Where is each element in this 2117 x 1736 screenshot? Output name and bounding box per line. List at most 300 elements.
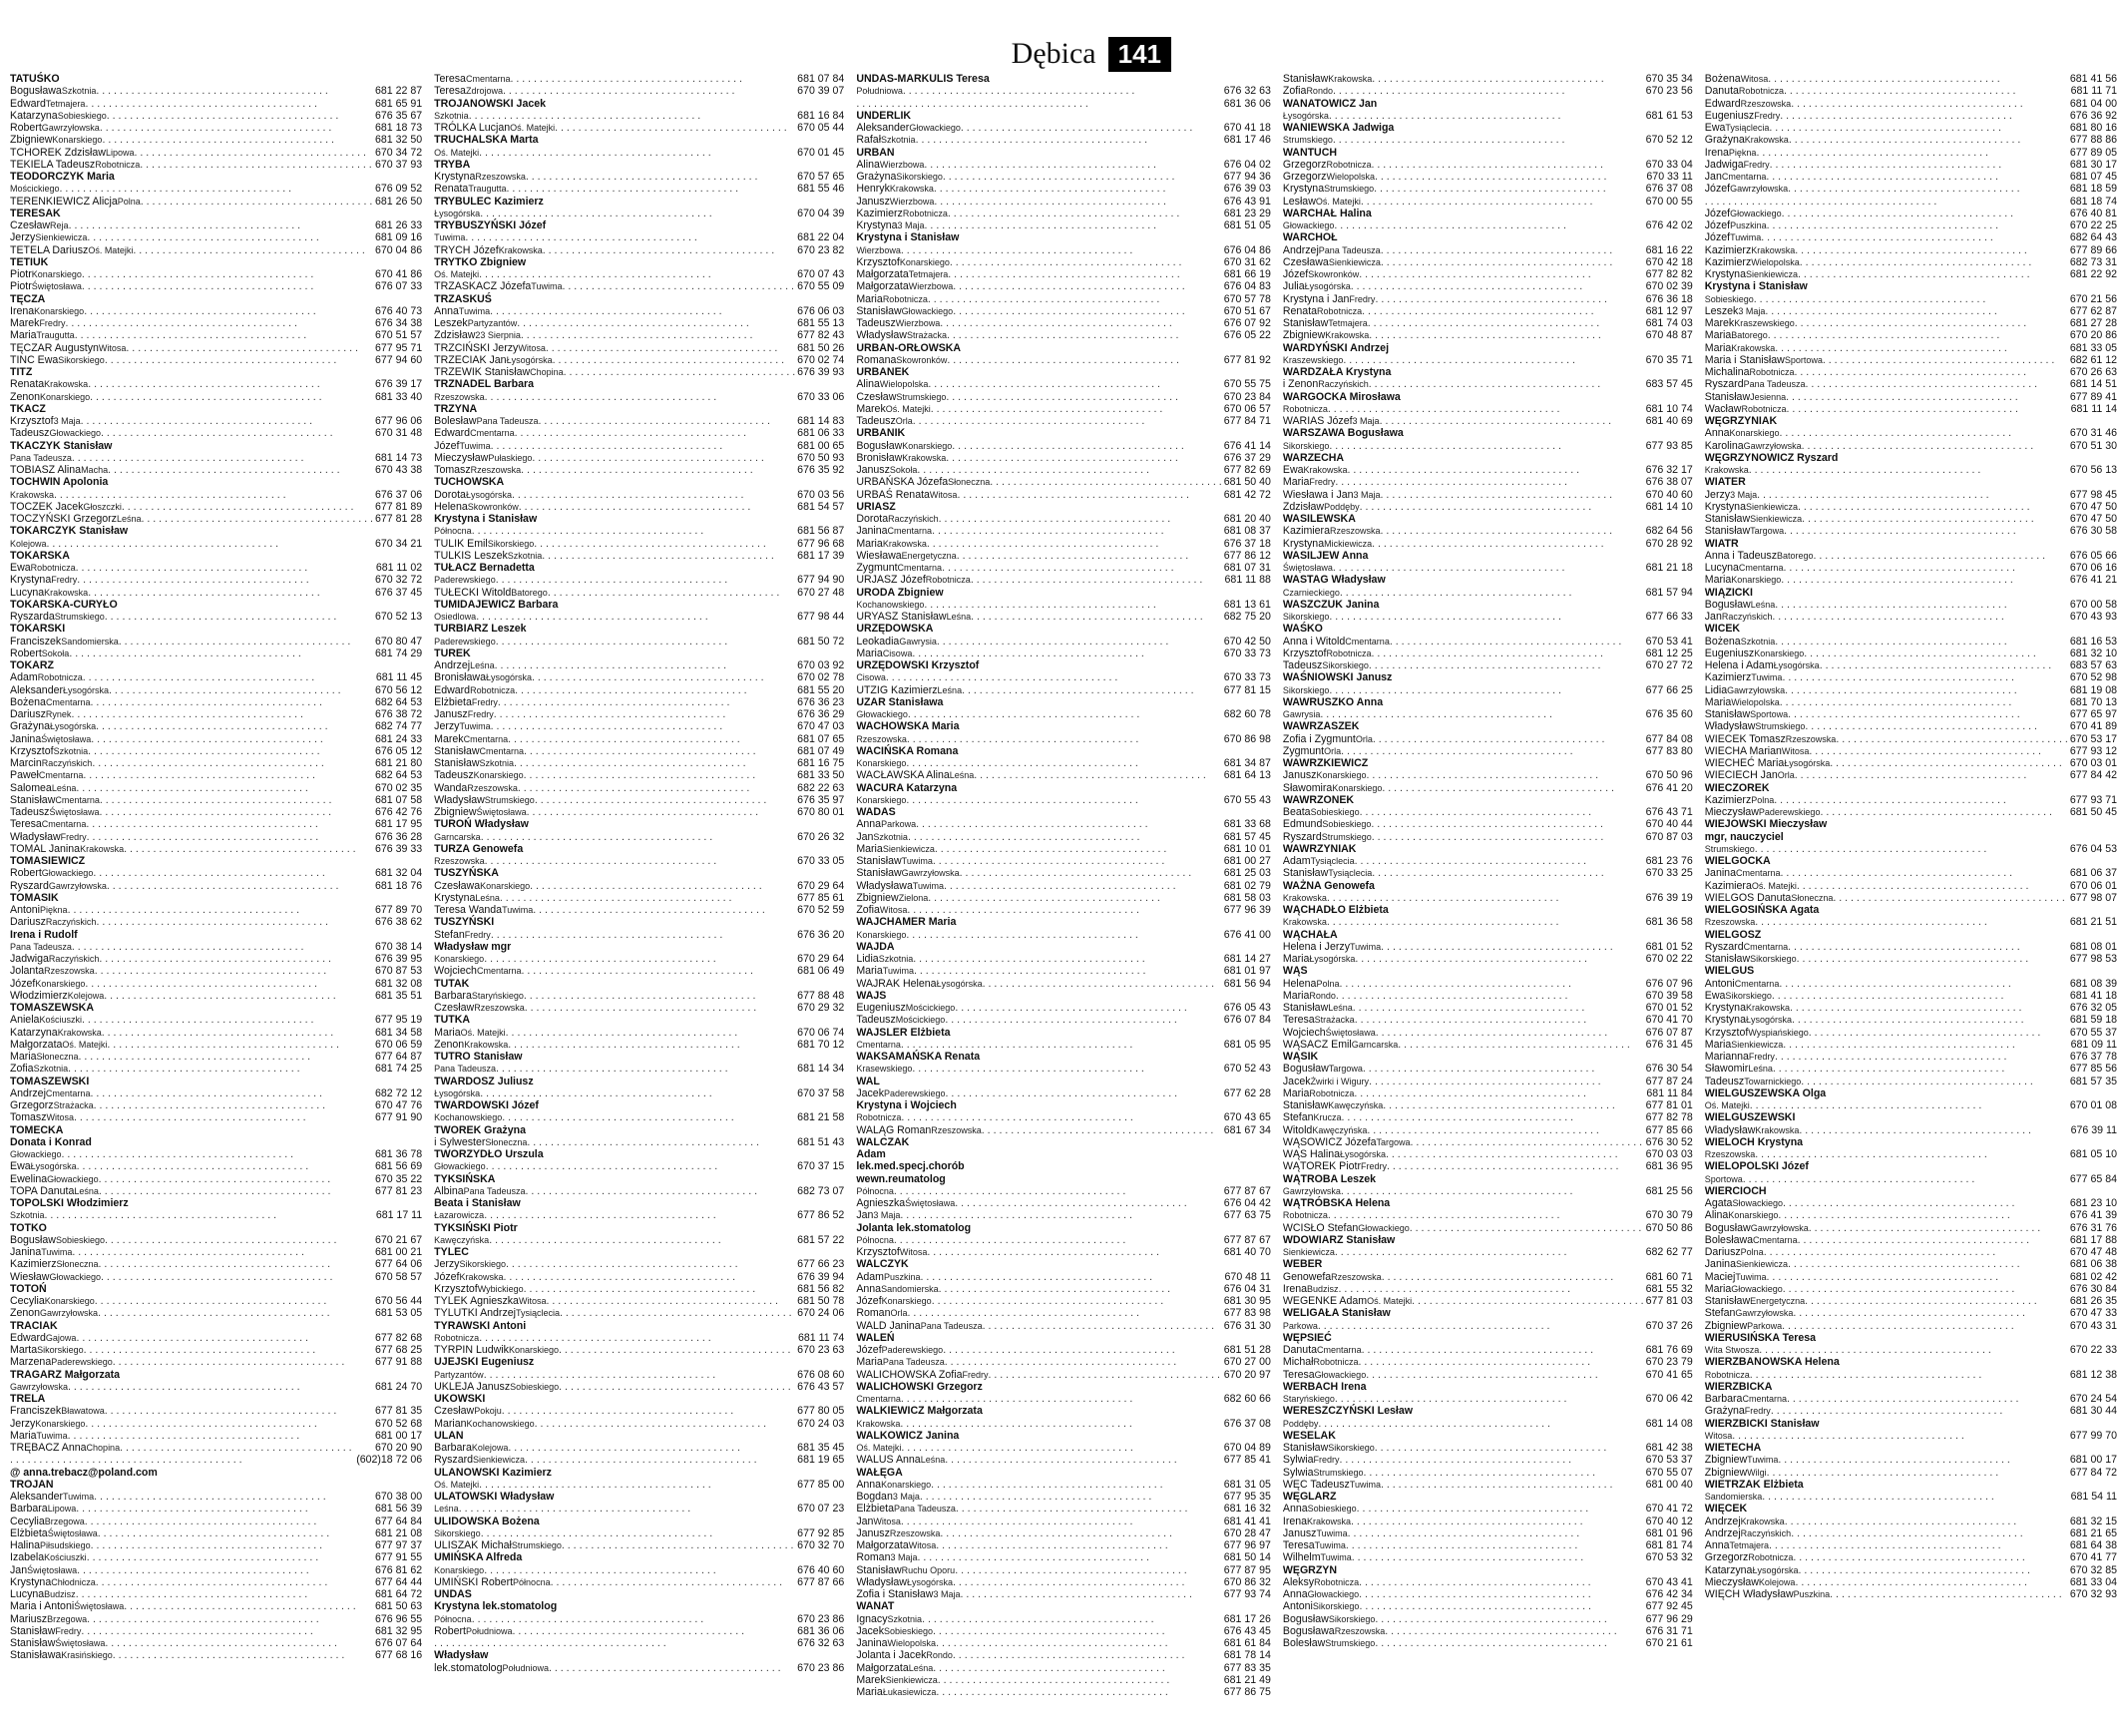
entry-street: Strumskiego [484,794,535,805]
listing-entry [1283,611,1693,623]
listing-entry [10,611,422,623]
entry-phone: 681 74 29 [375,647,423,659]
listing-heading: TOMASZEWSKI [10,1075,90,1087]
entry-street: Łysogórska [1752,1564,1799,1575]
entry-street: Konarskiego [881,1479,932,1490]
listing-entry [10,916,422,928]
entry-phone: 676 07 33 [375,280,423,293]
entry-name: TERENKIEWICZ Alicja [10,195,118,208]
entry-leader-dots [1769,1539,2068,1551]
entry-phone: 677 91 55 [375,1551,423,1564]
listing-columns [10,73,2117,1729]
listing-entry [434,1258,844,1270]
entry-street: Skowronków [896,354,948,365]
listing-heading: WADAS [856,806,896,818]
entry-phone: 670 86 98 [1223,732,1271,745]
listing-heading: WIELGUSZEWSKI [1704,1111,1796,1124]
entry-name: Renata [434,183,469,196]
entry-name: Anna [1282,1503,1308,1516]
entry-name: Grzegorz [1282,171,1327,183]
entry-phone: 681 55 32 [1645,1282,1693,1295]
listing-entry [1283,1295,1693,1307]
entry-leader-dots [901,1442,1221,1454]
entry-leader-dots [1786,391,2068,403]
entry-phone: 670 52 43 [1223,1063,1271,1076]
entry-leader-dots [534,538,795,550]
entry-phone: 670 28 92 [1645,537,1693,550]
entry-street: Leśna [434,1504,459,1515]
entry-street: Robotnicza [37,672,83,683]
entry-street: Wierzbowa [908,281,954,292]
entry-street: Piłsudskiego [40,1540,91,1550]
entry-street: Świętosława [55,1638,106,1648]
entry-phone: 677 82 43 [797,329,845,342]
entry-name: Franciszek [10,635,62,648]
entry-phone: 676 41 21 [2069,574,2117,587]
entry-street: 3 Maja [890,1552,918,1563]
entry-phone: 676 38 07 [1645,476,1693,489]
entry-street: Witosa [518,342,546,353]
entry-leader-dots [933,1625,1222,1637]
listing-heading: TYLEC [434,1246,469,1258]
listing-heading: WALICHOWSKI Grzegorz [856,1380,983,1393]
listing-entry [1283,745,1693,757]
listing-entry [1283,648,1693,659]
listing-entry [434,1295,844,1307]
entry-name: Anna [1704,427,1730,440]
entry-name: Janusz [856,1526,890,1539]
entry-leader-dots [1359,1576,1644,1588]
entry-street: Północna [513,1576,551,1587]
entry-leader-dots [62,1148,373,1160]
entry-leader-dots [1795,1576,2067,1588]
listing-entry [1705,1197,2117,1209]
entry-street: Tuwima [531,281,563,292]
entry-leader-dots [105,1234,373,1246]
listing-entry [1283,329,1693,341]
entry-leader-dots [982,1124,1222,1136]
entry-name: Janusz [434,708,468,720]
entry-name: Maria [10,1429,37,1442]
entry-name: WAJRAK Helena [856,977,937,990]
listing-entry [1705,354,2117,366]
entry-phone: 670 48 11 [1224,1270,1271,1283]
listing-entry [856,929,1271,941]
entry-name: Maria i Stanisław [1704,353,1785,366]
listing-entry [856,1564,1271,1576]
entry-leader-dots [1329,611,1643,623]
entry-street: Gawrzyłowska [10,1381,69,1392]
entry-name: Aleksander [10,1491,63,1503]
entry-leader-dots [434,1637,795,1649]
entry-name: Stanisław [1282,1442,1329,1454]
entry-leader-dots [935,843,1222,855]
entry-name: Jan [1704,611,1722,623]
listing-heading: WANTUCH [1282,146,1338,159]
entry-street: Sikorskiego [487,538,535,549]
entry-phone: 677 89 66 [2069,243,2117,256]
entry-street: Leśna [908,1662,934,1673]
entry-leader-dots [87,831,373,843]
entry-leader-dots [900,1418,1221,1430]
entry-name: Krystyna [856,219,898,231]
listing-heading: UNDAS [434,1588,472,1600]
entry-name: Eugeniusz [1704,109,1755,122]
entry-street: Cisowa [882,648,913,658]
entry-leader-dots [1411,1136,1644,1148]
entry-leader-dots [1362,1344,1644,1356]
listing-entry [856,134,1271,146]
entry-street: Krakowska [1745,1003,1790,1013]
entry-leader-dots [1787,1393,2068,1405]
entry-phone: 681 30 95 [1223,1295,1271,1307]
entry-phone: 681 50 45 [2069,806,2117,818]
entry-leader-dots [538,415,795,427]
entry-leader-dots [72,1246,373,1258]
listing-entry [856,378,1271,390]
listing-entry [1283,256,1693,268]
entry-street: Kolejowa [471,1443,509,1453]
entry-phone: 670 50 96 [1645,769,1693,782]
listing-entry [856,794,1271,806]
entry-name: Stanisław [434,757,480,769]
entry-leader-dots [953,1649,1222,1661]
entry-phone: 681 06 38 [2069,1258,2117,1271]
entry-street: Wierzbowa [895,318,941,328]
entry-street: Krakowska [1328,74,1373,84]
entry-leader-dots [546,1295,795,1307]
entry-leader-dots [485,391,796,403]
entry-leader-dots [68,904,373,916]
entry-leader-dots [1343,354,1643,366]
listing-heading: WĄS [1282,965,1308,978]
entry-name: Elżbieta [10,1526,48,1539]
entry-name: Maria [1704,341,1732,354]
entry-name: TRÓLKA Lucjan [434,122,511,134]
listing-entry [1283,134,1693,146]
entry-phone: 681 10 74 [1645,402,1693,415]
entry-street: Cmentarna [1735,868,1781,879]
listing-entry [1283,305,1693,317]
entry-street: Batorego [511,587,548,598]
entry-leader-dots [81,415,373,427]
entry-name: Zofia i Stanisław [856,1588,934,1600]
listing-entry [434,720,844,732]
entry-leader-dots [479,1479,795,1491]
entry-leader-dots [1372,73,1643,85]
listing-entry [1705,1527,2117,1539]
entry-name: Ewa [10,1160,31,1173]
entry-phone: 681 33 40 [375,390,423,403]
entry-leader-dots [947,329,1222,341]
entry-name: Janina [1704,867,1736,880]
listing-entry [856,1344,1271,1356]
entry-phone: 681 53 05 [375,1307,423,1320]
entry-name: Aleksy [1282,1575,1315,1588]
listing-column [856,73,1271,1729]
entry-street: Tetmajera [1729,1540,1770,1550]
entry-phone: 670 31 48 [375,427,423,440]
entry-street: Konarskiego [508,1345,559,1355]
listing-entry [434,427,844,439]
listing-entry [1705,134,2117,146]
entry-phone: 676 42 76 [375,806,423,818]
entry-name: Józef [1704,207,1731,219]
entry-leader-dots [974,769,1221,781]
entry-leader-dots [1381,525,1644,537]
entry-leader-dots [85,1418,373,1430]
entry-leader-dots [1802,440,2068,452]
listing-entry [856,574,1271,586]
entry-name: Marian [434,1417,467,1430]
entry-name: Maria [856,1686,883,1698]
listing-entry [1705,1393,2117,1405]
listing-entry [434,855,844,867]
entry-street: Sienkiewicza [1328,256,1381,267]
entry-phone: 676 07 96 [1645,977,1693,990]
entry-name: Barbara [1704,1393,1743,1405]
entry-street: Kawęczyńska [1312,1124,1368,1135]
entry-leader-dots [1348,1527,1644,1539]
entry-street: Leśna [74,1185,99,1196]
entry-name: Wacław [1704,402,1742,415]
entry-phone: 676 05 66 [2069,549,2117,562]
listing-entry [1283,476,1693,488]
entry-street: Wybickiego [477,1283,524,1294]
listing-entry [856,648,1271,659]
entry-leader-dots [939,513,1222,525]
entry-leader-dots [983,978,1222,990]
entry-phone: 676 41 14 [1223,439,1271,452]
entry-street: Świętosława [47,1527,98,1538]
entry-street: Pana Tadeusza [882,1357,945,1368]
entry-street: Rondo [926,1650,953,1661]
entry-phone: 670 23 79 [1645,1356,1693,1369]
entry-leader-dots [1374,183,1643,195]
entry-street: Fredry [55,1625,82,1636]
listing-entry [434,965,844,977]
listing-entry [10,1442,422,1454]
entry-phone: 682 61 12 [2069,353,2117,366]
listing-entry [434,1160,844,1172]
entry-street: Północna [434,526,472,537]
listing-entry [434,708,844,720]
entry-leader-dots [1361,196,1644,208]
listing-heading: Beata i Stanisław [434,1197,521,1209]
entry-street: Strumskiego [1313,1467,1364,1478]
entry-street: Tysiąclecia [516,1308,561,1319]
listing-entry [856,1283,1271,1295]
entry-street: Głowackiego [10,1149,62,1159]
entry-name: Antoni [1704,977,1735,990]
entry-phone: 670 41 77 [2069,1551,2117,1564]
entry-name: Grzegorz [1282,158,1327,171]
listing-entry [10,134,422,146]
entry-leader-dots [953,280,1222,292]
entry-street: Puszkina [1730,220,1767,230]
entry-phone: 681 54 57 [797,500,845,513]
entry-phone: 676 35 67 [375,109,423,122]
entry-leader-dots [500,892,795,904]
entry-street: Gawrzyłowska [1743,440,1802,451]
entry-street: Łysogórska [63,684,110,695]
entry-phone: 670 37 15 [797,1160,845,1173]
entry-leader-dots [1381,1479,1644,1491]
entry-name: Kazimierz [1704,243,1752,256]
entry-phone: 677 66 33 [1645,611,1693,623]
entry-street: Paderewskiego [884,1087,946,1098]
entry-street: Głowackiego [1730,208,1782,218]
entry-name: WIECHA Marian [1704,744,1782,757]
entry-leader-dots [79,1051,373,1063]
entry-leader-dots [1333,562,1644,574]
entry-phone: 670 23 86 [797,1661,845,1674]
entry-street: Głowackiego [1358,1222,1410,1233]
entry-leader-dots [906,757,1221,769]
entry-street: Sobieskiego [55,1234,105,1245]
entry-street: Paderewskiego [1758,807,1821,817]
entry-leader-dots [1363,1063,1644,1075]
entry-phone: 670 42 50 [1223,635,1271,648]
entry-phone: 681 70 13 [2069,695,2117,708]
listing-entry [1705,1516,2117,1527]
entry-leader-dots [1791,1527,2068,1539]
entry-name: Józef [856,1344,882,1356]
entry-street: Konarskiego [434,1564,485,1575]
listing-heading: Jolanta lek.stomatolog [856,1221,972,1234]
entry-phone: 681 64 72 [375,1588,423,1600]
listing-heading: TYKSIŃSKI Piotr [434,1221,518,1234]
entry-phone: 681 11 88 [1224,574,1271,587]
entry-leader-dots [940,1527,1221,1539]
listing-entry [10,953,422,965]
entry-phone: 681 35 45 [797,1442,845,1454]
entry-street: Sikorskiego [1322,660,1369,670]
entry-street: Krakowska [1704,465,1749,475]
entry-leader-dots [1381,941,1643,953]
entry-phone: 670 42 18 [1645,255,1693,268]
listing-entry [1283,684,1693,696]
entry-phone: 670 01 08 [2069,1099,2117,1111]
listing-entry [10,1051,422,1063]
listing-entry [1705,1258,2117,1270]
listing-heading: WAWRZONEK [1282,793,1355,806]
entry-phone: 677 89 05 [2069,146,2117,159]
listing-heading: TWARDOWSKI Józef [434,1099,539,1111]
listing-entry [856,978,1271,990]
listing-entry [1705,1209,2117,1221]
entry-leader-dots [1334,219,1643,231]
entry-leader-dots [77,1160,373,1172]
entry-phone: 670 41 18 [1223,122,1271,134]
listing-entry [10,1160,422,1172]
entry-leader-dots [71,708,373,720]
entry-leader-dots [502,1405,795,1417]
entry-phone: 681 50 72 [797,635,845,648]
entry-leader-dots [564,366,796,378]
listing-entry [1705,293,2117,305]
entry-phone: 682 64 53 [375,769,423,782]
entry-phone: 681 26 50 [375,195,423,208]
listing-entry [1283,464,1693,476]
entry-name: Mariusz [10,1612,48,1625]
entry-name: Lidia [1704,683,1728,696]
entry-name: i Sylwester [434,1135,486,1148]
listing-heading: Krystyna i Wojciech [856,1099,957,1111]
entry-phone: 677 95 19 [375,1014,423,1027]
entry-name: Tadeusz [856,317,896,329]
entry-leader-dots [943,171,1222,183]
entry-street: Robotnicza [856,1112,902,1123]
entry-phone: 677 87 24 [1645,1075,1693,1087]
listing-entry [434,1613,844,1625]
entry-street: Sikorskiego [1725,990,1772,1001]
entry-name: Katarzyna [10,109,58,122]
entry-name: Rafał [856,134,882,147]
entry-leader-dots [1802,513,2068,525]
listing-entry [1283,317,1693,329]
entry-name: Adam [10,671,38,684]
entry-street: Oś. Matejki [1704,1100,1750,1110]
entry-leader-dots [983,1320,1222,1332]
listing-entry [856,671,1271,683]
listing-heading: TRUCHALSKA Marta [434,134,539,147]
entry-name: TYLEK Agnieszka [434,1295,519,1307]
entry-phone: 670 53 32 [1645,1551,1693,1564]
entry-leader-dots [906,929,1221,941]
entry-leader-dots [113,1356,373,1368]
entry-street: Cmentarna [470,428,515,439]
listing-heading: WEBER [1282,1258,1323,1271]
entry-name: Antoni [10,904,41,916]
entry-phone: 677 86 52 [797,1209,845,1222]
entry-name: UKLEJA Janusz [434,1380,511,1393]
entry-phone: 670 32 85 [2069,1563,2117,1576]
entry-phone: 681 21 80 [375,757,423,769]
entry-leader-dots [107,1039,373,1051]
entry-street: Raczyńskich [1740,1527,1792,1538]
entry-name: Tadeusz [1704,1075,1745,1087]
entry-name: TRYCH Józef [434,243,499,256]
listing-heading: TRELA [10,1393,46,1405]
entry-street: Orla [1777,770,1795,781]
listing-entry [1705,671,2117,683]
entry-name: Bogusław [10,1233,56,1246]
listing-heading: TOMASZEWSKA [10,1002,94,1014]
listing-entry [10,391,422,403]
entry-street: Leśna [475,892,500,903]
entry-phone: 670 87 03 [1645,830,1693,843]
entry-name: Włodzimierz [10,989,68,1002]
entry-leader-dots [1348,464,1644,476]
entry-phone: 676 32 63 [1223,85,1271,98]
listing-heading: TUTKA [434,1014,471,1027]
entry-name: Stanisław [1704,390,1751,403]
entry-street: Robotnicza [1314,1576,1360,1587]
listing-heading: WERBACH Irena [1282,1380,1367,1393]
entry-phone: 677 91 90 [375,1111,423,1124]
entry-name: Krzysztof [1282,647,1327,659]
entry-phone: 682 22 63 [797,781,845,794]
entry-phone: 681 00 17 [2069,1454,2117,1467]
listing-entry [10,452,422,464]
entry-phone: 670 23 63 [797,1344,845,1356]
entry-name: Teresa [10,818,42,831]
entry-phone: 681 41 41 [1223,1515,1271,1527]
entry-phone: 681 02 79 [1223,879,1271,892]
listing-entry [1705,990,2117,1002]
entry-leader-dots [82,268,373,280]
